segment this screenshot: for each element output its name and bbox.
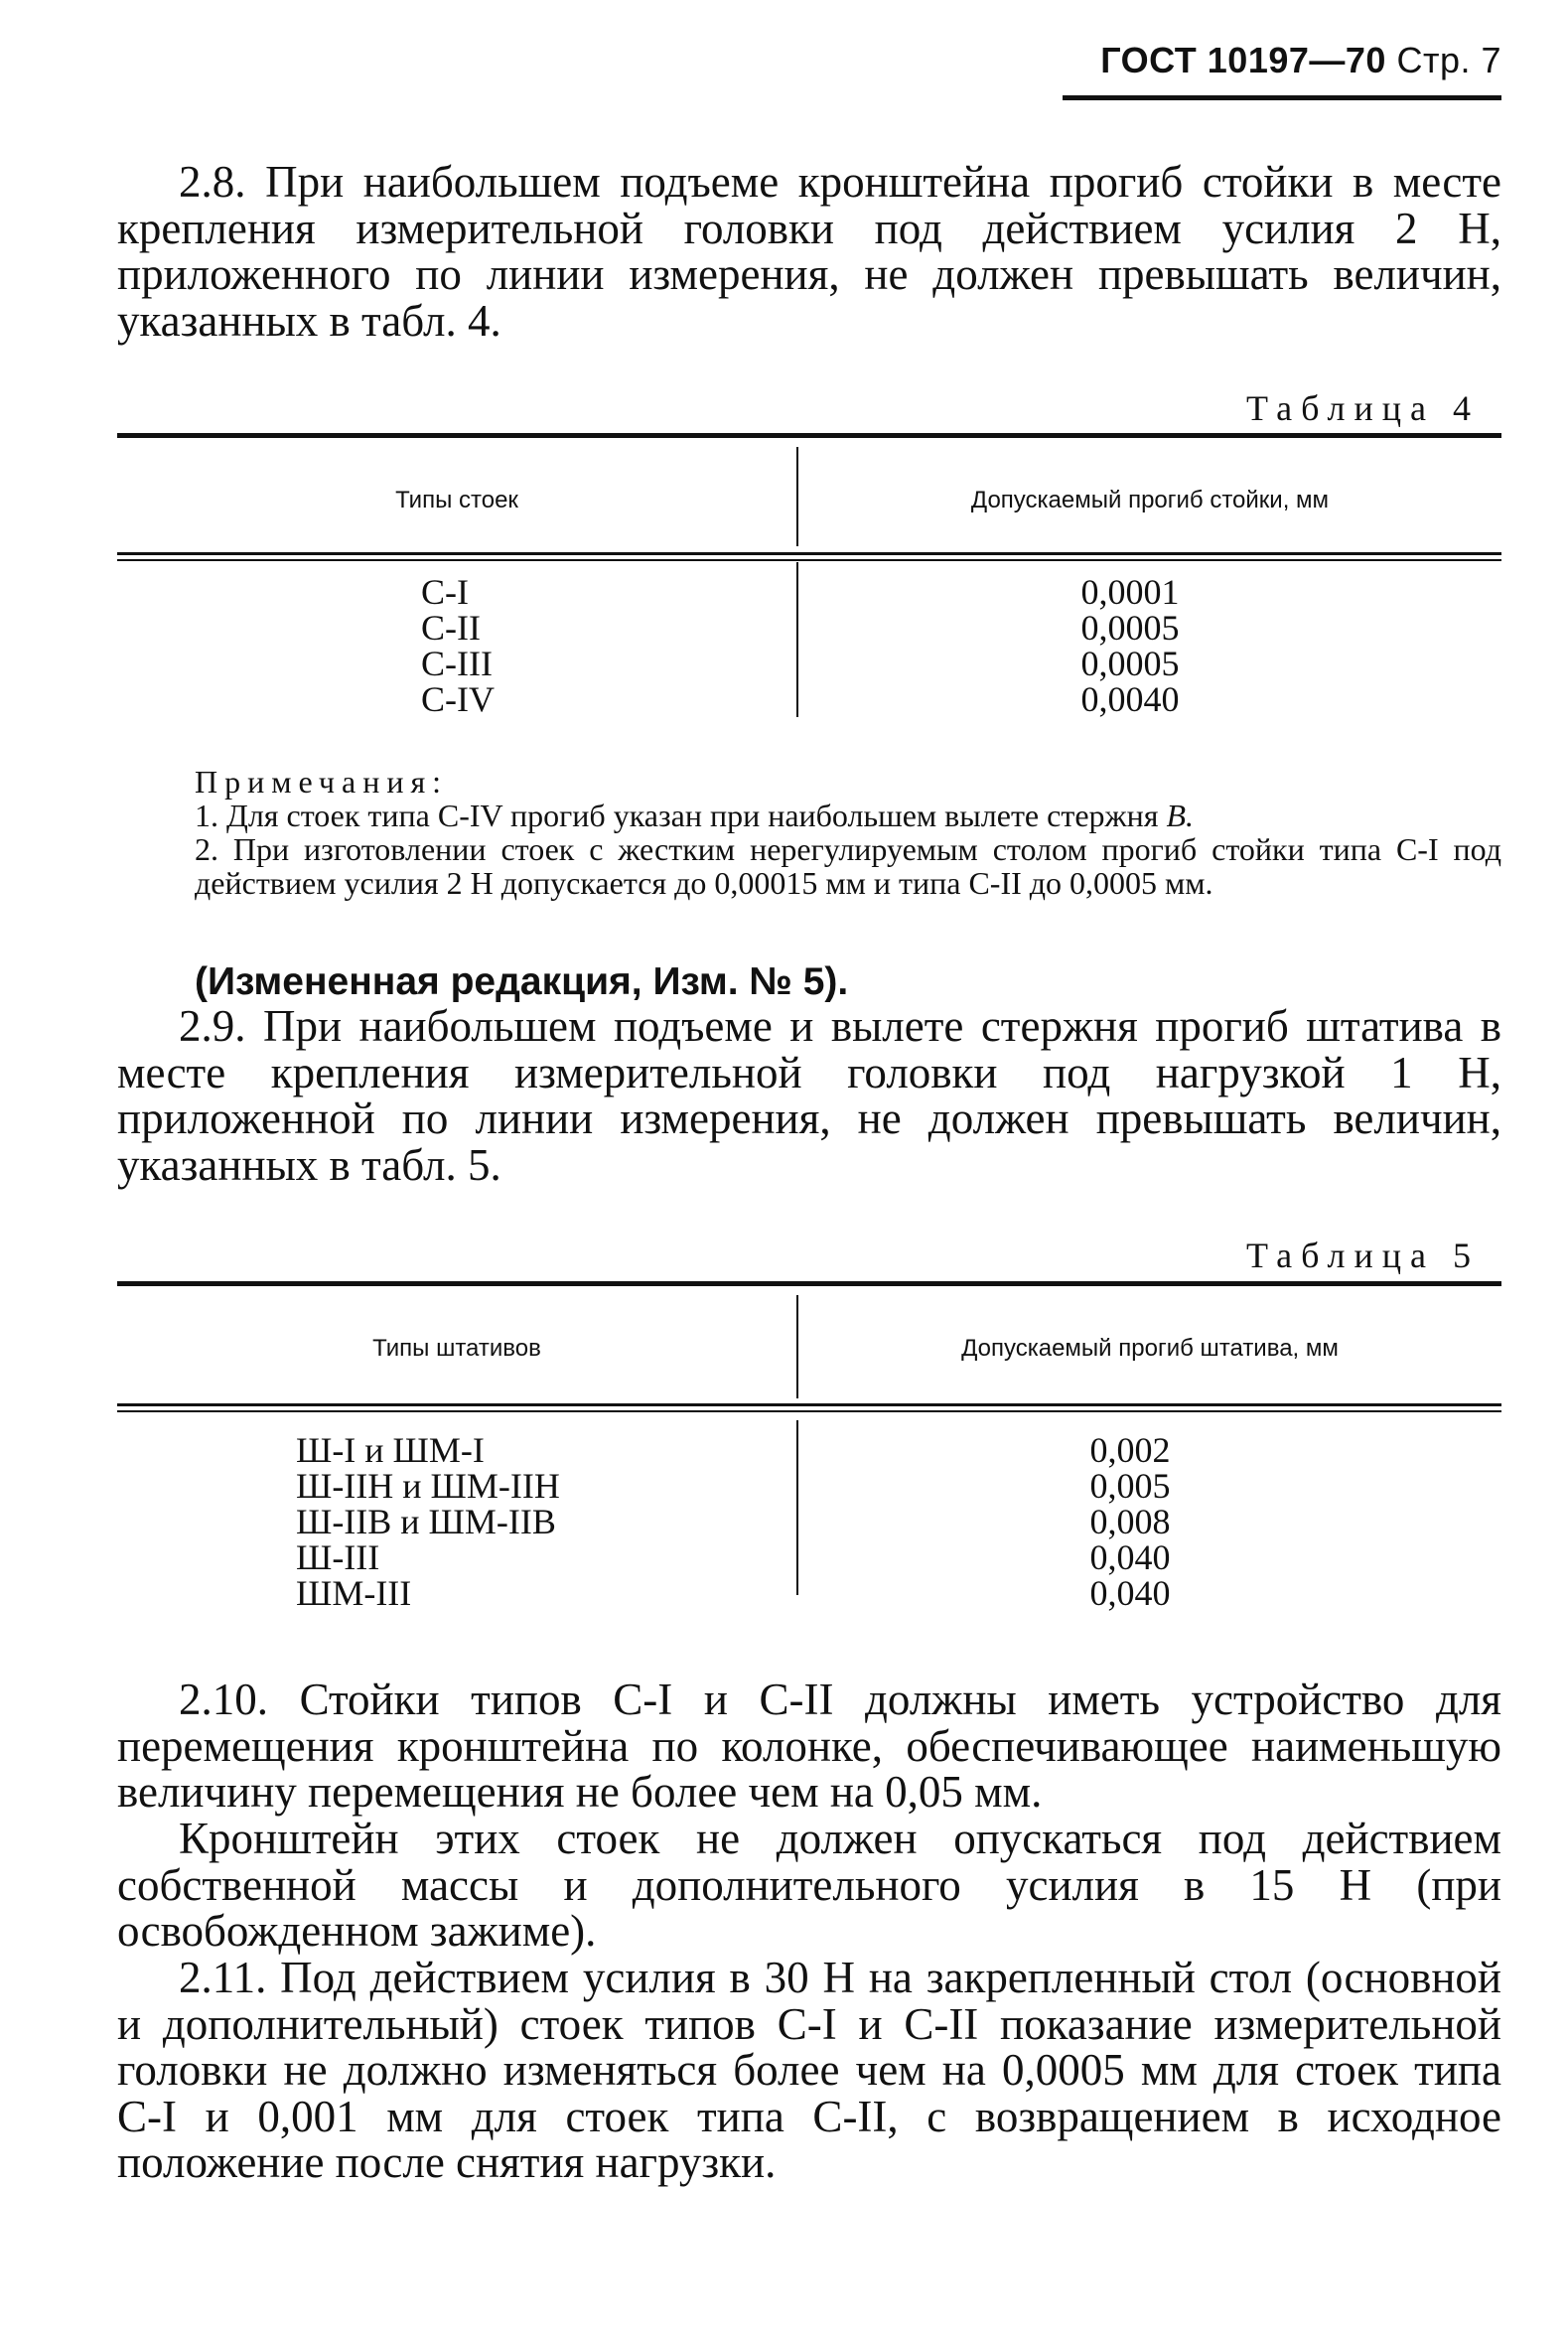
table-cell: 0,0001 (1080, 572, 1180, 612)
table-rule (117, 552, 1501, 555)
table-cell: Ш-IIН и ШМ-IIН (296, 1466, 560, 1506)
table-rule (117, 559, 1501, 561)
table-4-header-deflection: Допускаемый прогиб стойки, мм (970, 487, 1330, 513)
paragraph-2-10-continued: Кронштейн этих стоек не должен опускаться под действием собственной массы и дополнительного усилия в 15 Н (при освобожденном зажиме). (117, 1814, 1501, 1956)
table-cell: С-III (421, 644, 493, 683)
table-rule (117, 1403, 1501, 1406)
table-cell: 0,0005 (1080, 608, 1180, 648)
table-cell: 0,002 (1089, 1430, 1171, 1470)
table-5 (117, 1281, 1501, 1619)
notes-block (117, 765, 1501, 900)
page-header (1063, 40, 1501, 111)
paragraph-2-9: 2.9. При наибольшем подъеме и вылете стержня прогиб штатива в месте крепления измерительной головки под нагрузкой 1 Н, приложенной по линии измерения, не должен превышать величин, указанных в табл. 5. (117, 1001, 1501, 1190)
revision-note: (Измененная редакция, Изм. № 5). (195, 960, 849, 1003)
table-4-header-type: Типы стоек (395, 487, 518, 513)
notes-title: Примечания: (195, 764, 449, 800)
table-cell: 0,040 (1089, 1573, 1171, 1613)
table-4-caption: Таблица 4 (1246, 388, 1480, 428)
table-cell: 0,005 (1089, 1466, 1171, 1506)
table-4-types-column (421, 574, 620, 717)
table-cell: Ш-IIВ и ШМ-IIВ (296, 1502, 556, 1541)
table-cell: 0,0040 (1080, 679, 1180, 719)
table-divider (796, 1295, 798, 1398)
table-cell: 0,008 (1089, 1502, 1171, 1541)
table-5-caption: Таблица 5 (1246, 1236, 1480, 1275)
standard-number: ГОСТ 10197—70 (1100, 40, 1386, 80)
table-rule (117, 1281, 1501, 1286)
table-divider (796, 1420, 798, 1595)
table-divider (796, 447, 798, 546)
page-number: Стр. 7 (1396, 40, 1501, 80)
paragraph-2-10: 2.10. Стойки типов С-I и С-II должны иметь устройство для перемещения кронштейна по колонке, обеспечивающее наименьшую величину перемещения не более чем на 0,05 мм. (117, 1675, 1501, 1817)
note-2: 2. При изготовлении стоек с жестким нерегулируемым столом прогиб стойки типа С-I под действием усилия 2 Н допускается до 0,00015 мм и типа С-II до 0,0005 мм. (195, 831, 1501, 901)
table-rule (117, 433, 1501, 438)
table-cell: ШМ-III (296, 1573, 412, 1613)
paragraph-2-11: 2.11. Под действием усилия в 30 Н на закрепленный стол (основной и дополнительный) стоек типов С-I и С-II показание измерительной головки не должно изменяться более чем на 0,0005 мм для стоек типа С-I и 0,001 мм для стоек типа С-II, с возвращением в исходное положение после снятия нагрузки. (117, 1953, 1501, 2187)
table-rule (117, 1410, 1501, 1412)
table-cell: 0,0005 (1080, 644, 1180, 683)
table-4-deflection-column (1031, 574, 1229, 717)
table-cell: 0,040 (1089, 1537, 1171, 1577)
table-cell: С-I (421, 572, 469, 612)
table-cell: Ш-I и ШМ-I (296, 1430, 485, 1470)
table-5-header-type: Типы штативов (372, 1335, 541, 1362)
table-4 (117, 433, 1501, 721)
table-5-header-deflection: Допускаемый прогиб штатива, мм (961, 1335, 1339, 1362)
table-cell: С-IV (421, 679, 495, 719)
table-cell: Ш-III (296, 1537, 380, 1577)
table-5-deflection-column (1031, 1432, 1229, 1611)
note-1: 1. Для стоек типа С-IV прогиб указан при наибольшем вылете стержня В. (195, 798, 1195, 833)
table-5-types-column (296, 1432, 673, 1611)
paragraph-2-8: 2.8. При наибольшем подъеме кронштейна прогиб стойки в месте крепления измерительной головки под действием усилия 2 Н, приложенного по линии измерения, не должен превышать величин, указанных в табл. 4. (117, 157, 1501, 346)
table-divider (796, 562, 798, 717)
header-rule (1063, 95, 1501, 100)
table-cell: С-II (421, 608, 481, 648)
